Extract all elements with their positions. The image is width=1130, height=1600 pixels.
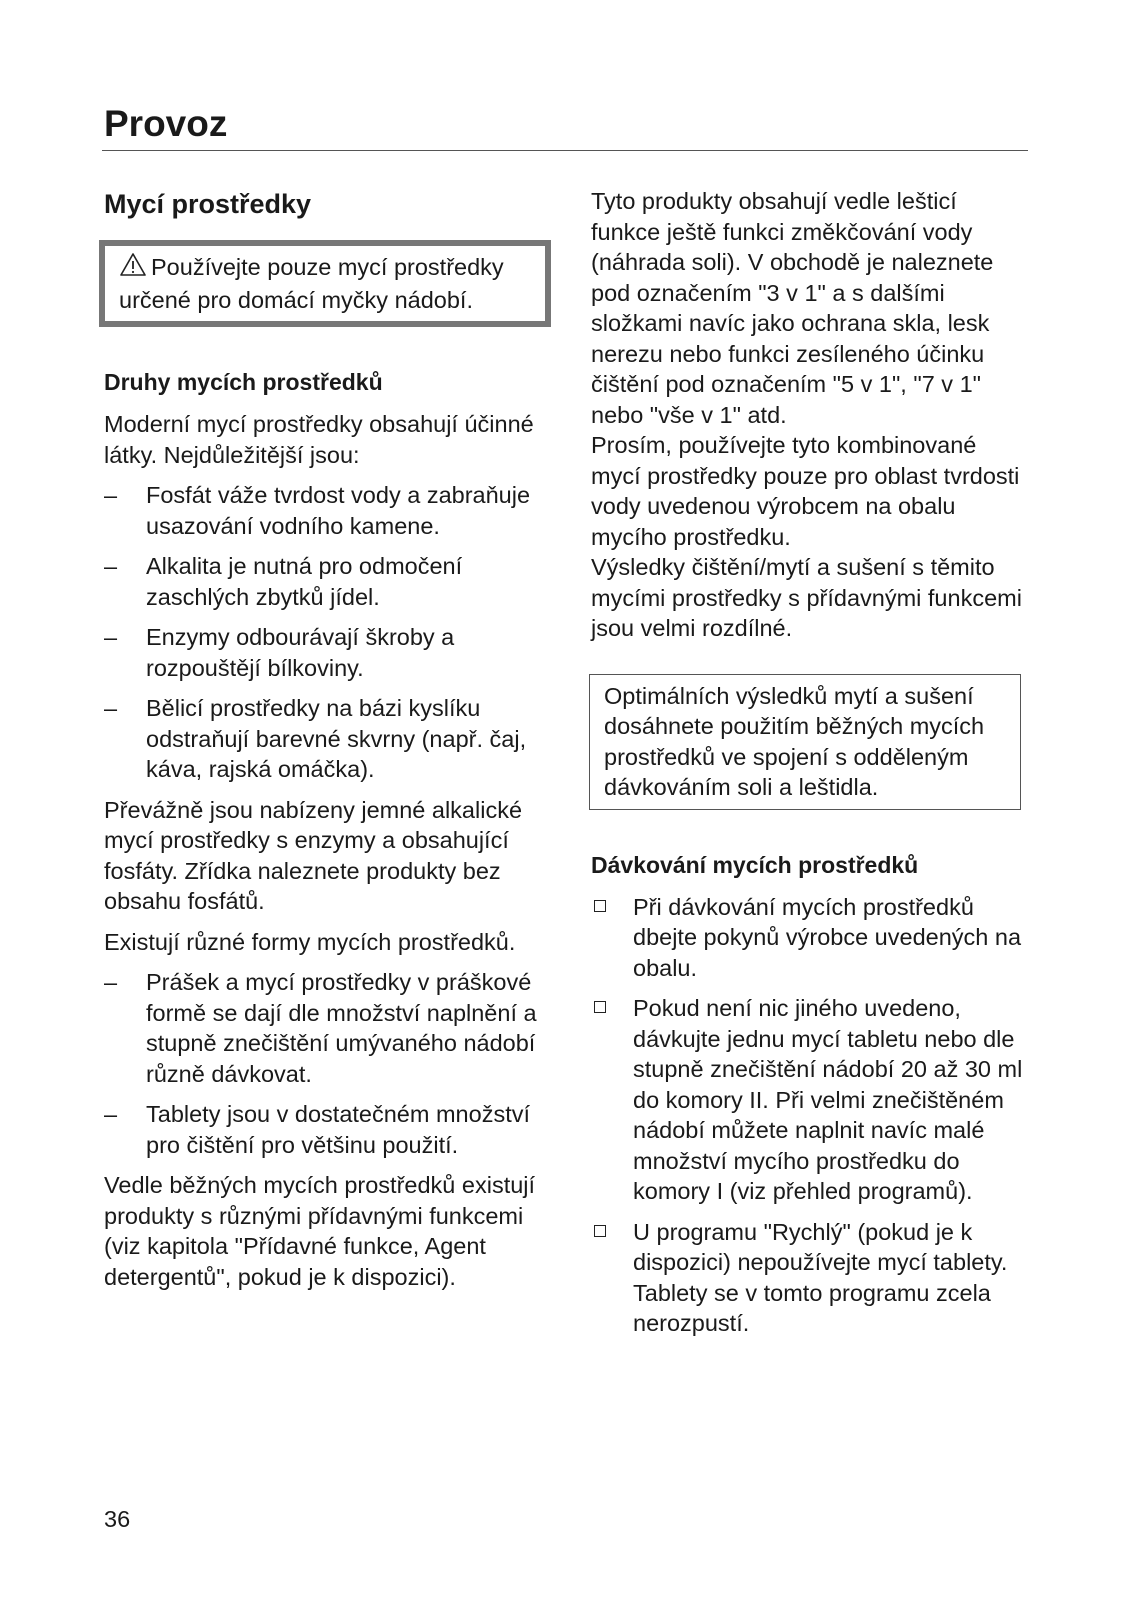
list-item-text: Při dávkování mycích prostředků dbejte pokynů výrobce uvedených na obalu.	[633, 893, 1022, 981]
paragraph-mostly-offered: Převážně jsou nabízeny jemné alkalické mycí prostředky s enzymy a obsahující fosfáty. Zřídka naleznete produkty bez obsahu fosfátů.	[104, 796, 523, 914]
paragraph-additional-functions: Vedle běžných mycích prostředků existují produkty s různými přídavnými funkcemi (viz kapitola "Přídavné funkce, Agent detergentů", pokud je k dispozici).	[104, 1172, 536, 1290]
paragraph-results: Výsledky čištění/mytí a sušení s těmito mycími prostředky s přídavnými funkcemi jsou velmi rozdílné.	[591, 554, 1022, 641]
list-item: – Prášek a mycí prostředky v práškové formě se dají dle množství naplnění a stupně znečištění umývaného nádobí různě dávkovat.	[104, 967, 544, 1089]
warning-triangle-icon	[119, 252, 147, 285]
list-item-text: U programu "Rychlý" (pokud je k dispozici) nepoužívejte mycí tablety. Tablety se v tomto programu zcela nerozpustí.	[633, 1218, 1008, 1336]
subheading-detergent-types: Druhy mycích prostředků	[104, 369, 383, 395]
list-item: – Alkalita je nutná pro odmočení zaschlých zbytků jídel.	[104, 551, 544, 612]
checkbox-bullet-icon	[594, 1001, 606, 1013]
paragraph-forms: Existují různé formy mycích prostředků.	[104, 928, 516, 955]
paragraph-please: Prosím, používejte tyto kombinované mycí prostředky pouze pro oblast tvrdosti vody uvedenou výrobcem na obalu mycího prostředku.	[591, 432, 1020, 550]
list-item: – Enzymy odbourávají škroby a rozpouštějí bílkoviny.	[104, 622, 544, 683]
forms-list	[104, 967, 544, 1160]
list-item: – Tablety jsou v dostatečném množství pro čištění pro většinu použití.	[104, 1099, 544, 1160]
ingredients-list	[104, 480, 544, 785]
page-title: Provoz	[104, 103, 228, 144]
paragraph-products: Tyto produkty obsahují vedle lešticí funkce ještě funkci změkčování vody (náhrada soli). V obchodě je naleznete pod označením "3 v 1" a s dalšími složkami navíc jako ochrana skla, lesk nerezu nebo funkci zesíleného účinku čištění pod označením "5 v 1", "7 v 1" nebo "vše v 1" atd.	[591, 188, 994, 428]
page-number: 36	[104, 1506, 131, 1532]
list-item	[591, 1217, 1031, 1339]
checkbox-bullet-icon	[594, 1225, 606, 1237]
left-column	[104, 186, 544, 1302]
warning-text: Používejte pouze mycí prostředky určené pro domácí myčky nádobí.	[119, 254, 504, 313]
list-item	[591, 892, 1031, 984]
subheading-dosing: Dávkování mycích prostředků	[591, 851, 919, 878]
list-item	[591, 993, 1031, 1207]
dosing-list	[591, 892, 1031, 1339]
intro-paragraph: Moderní mycí prostředky obsahují účinné látky. Nejdůležitější jsou:	[104, 411, 534, 468]
checkbox-bullet-icon	[594, 900, 606, 912]
right-column	[591, 186, 1031, 1349]
warning-box	[99, 240, 551, 327]
info-box: Optimálních výsledků mytí a sušení dosáhnete použitím běžných mycích prostředků ve spojení s odděleným dávkováním soli a leštidla.	[589, 674, 1021, 810]
list-item-text: Pokud není nic jiného uvedeno, dávkujte jednu mycí tabletu nebo dle stupně znečištění nádobí 20 až 30 ml do komory II. Při velmi znečištěném nádobí můžete naplnit navíc malé množství mycího prostředku do komory I (viz přehled programů).	[633, 995, 1023, 1204]
list-item: – Fosfát váže tvrdost vody a zabraňuje usazování vodního kamene.	[104, 480, 544, 541]
title-divider	[102, 150, 1028, 151]
list-item: – Bělicí prostředky na bázi kyslíku odstraňují barevné skvrny (např. čaj, káva, rajská omáčka).	[104, 693, 544, 785]
section-heading: Mycí prostředky	[104, 189, 312, 219]
